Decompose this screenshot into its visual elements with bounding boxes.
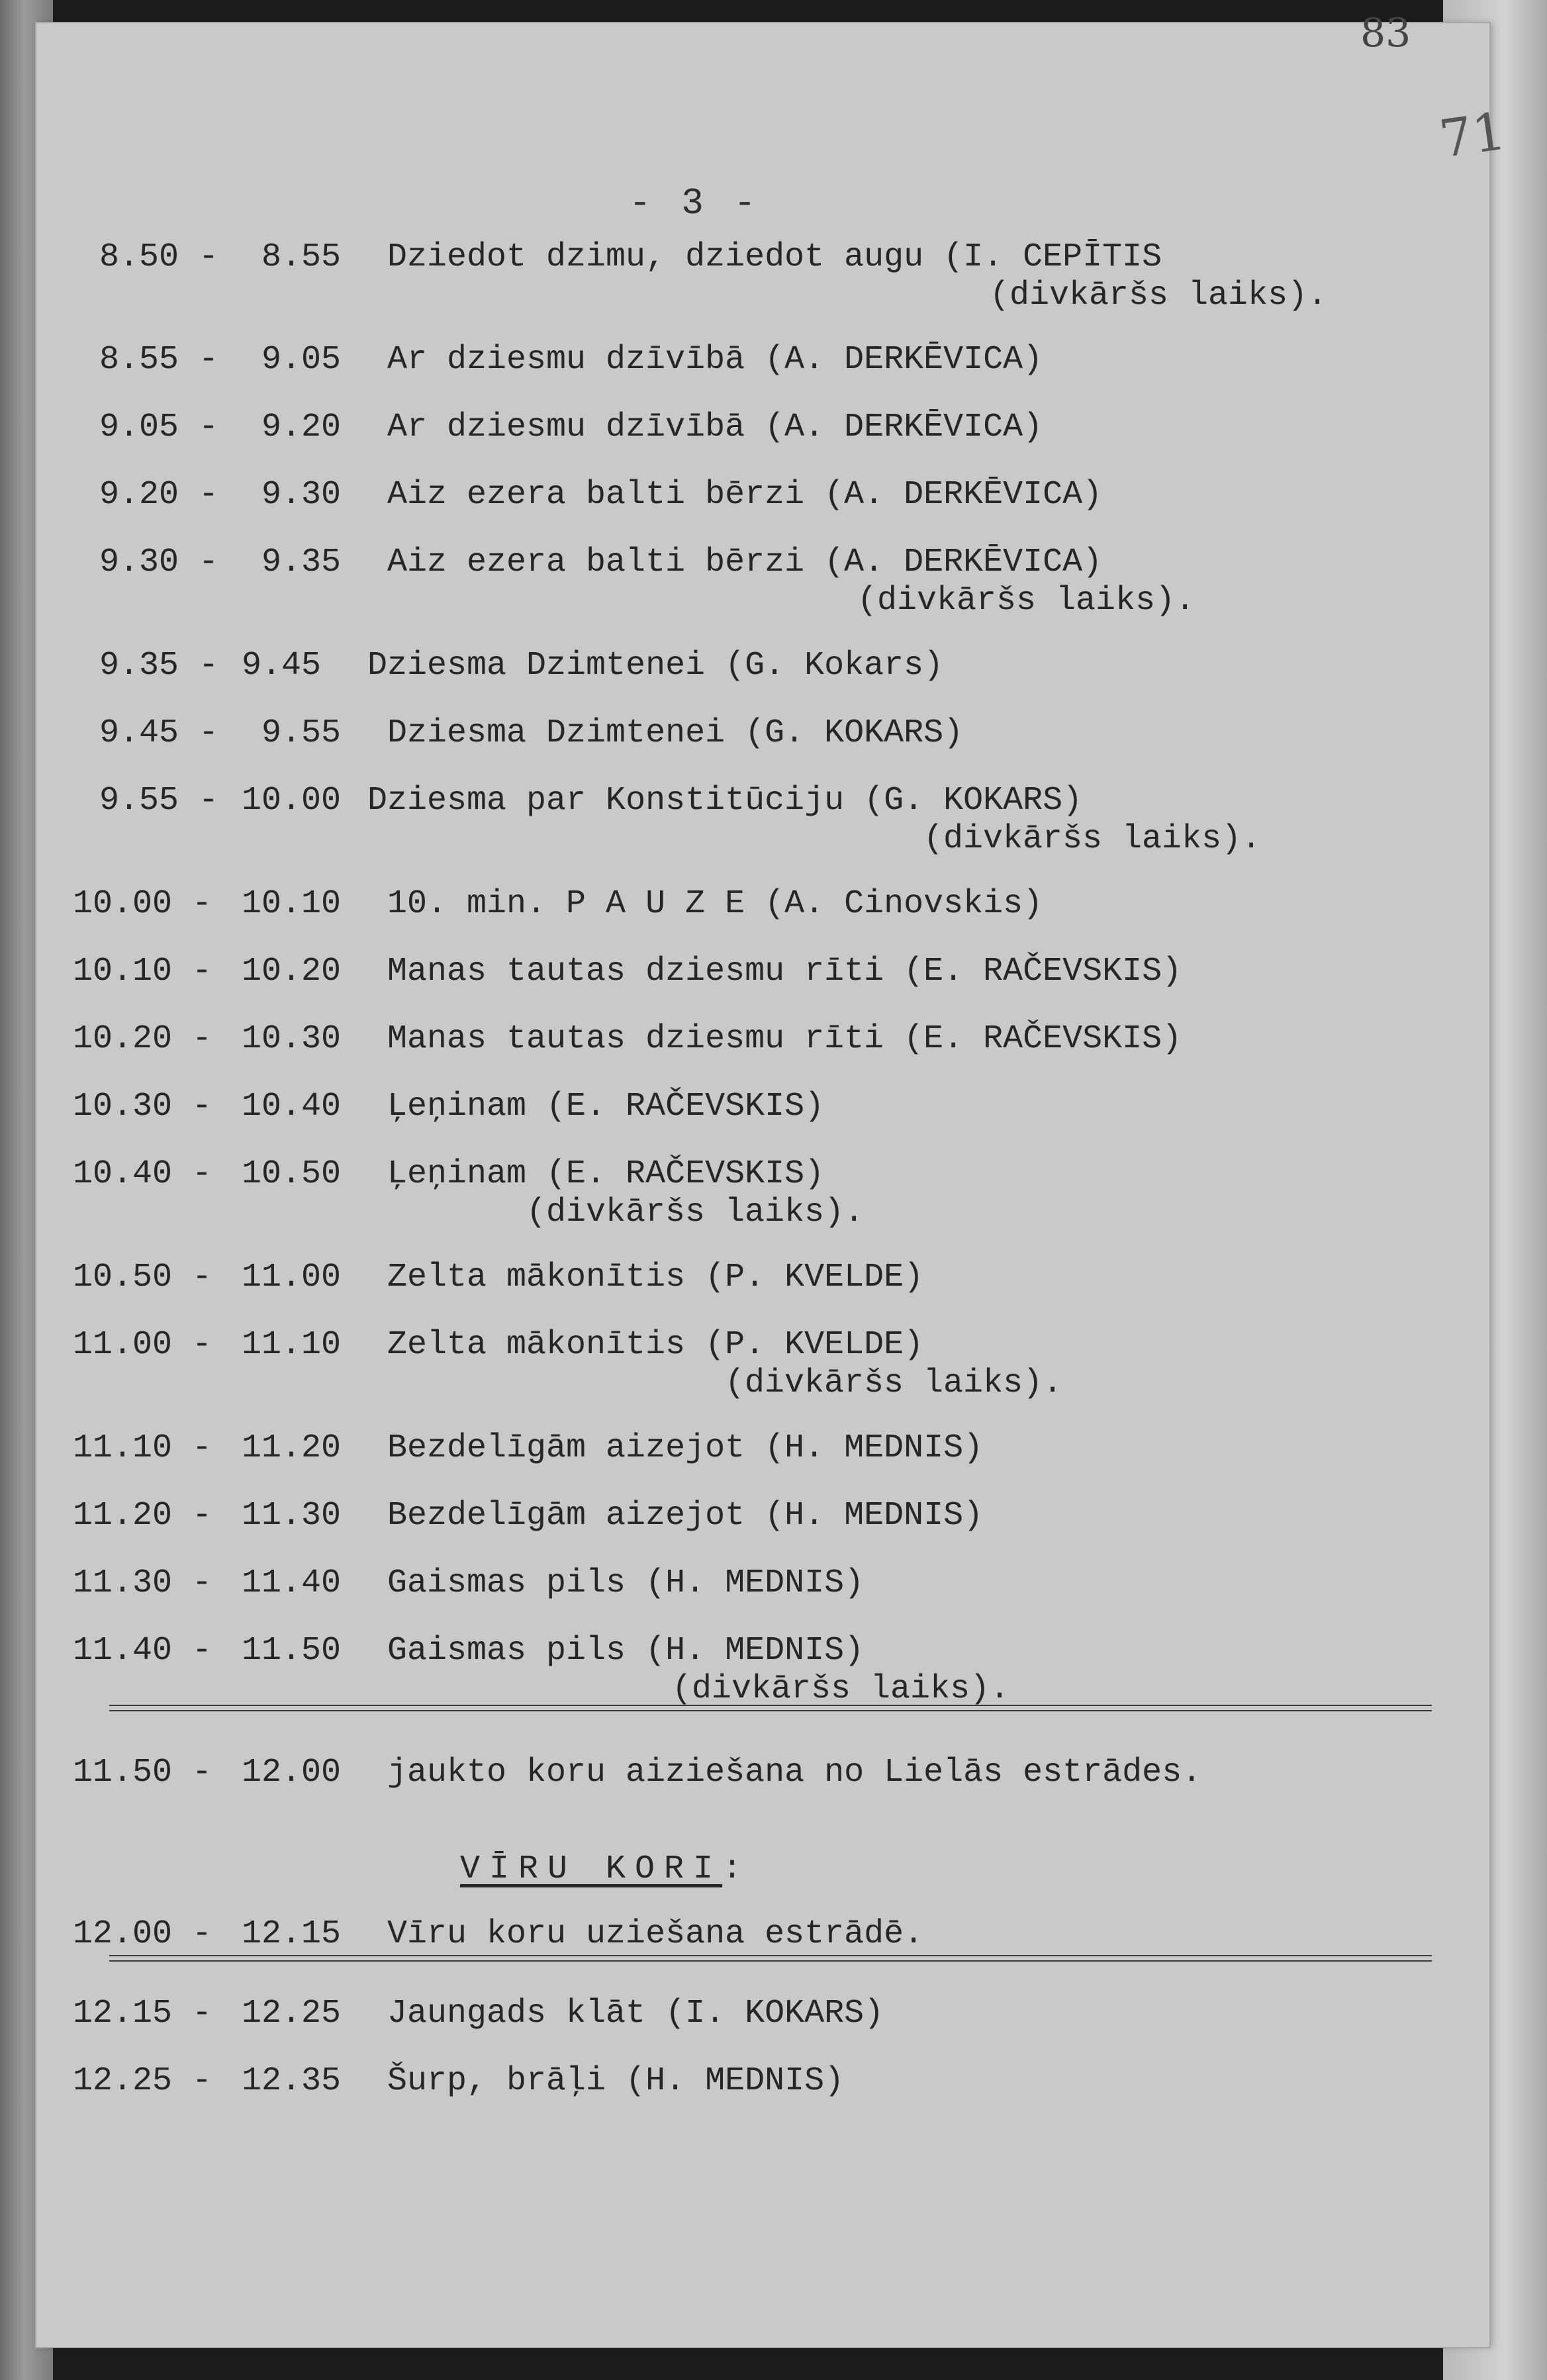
time-end: 11.50 bbox=[242, 1632, 342, 1670]
song-title: Zelta mākonītis (P. KVELDE) bbox=[387, 1326, 924, 1364]
song-title: Jaungads klāt (I. KOKARS) bbox=[387, 1995, 884, 2032]
song-title: Gaismas pils (H. MEDNIS) bbox=[387, 1632, 865, 1670]
song-title: Manas tautas dziesmu rīti (E. RAČEVSKIS) bbox=[387, 1020, 1182, 1058]
time-end: 11.10 bbox=[242, 1326, 342, 1364]
song-title: Aiz ezera balti bērzi (A. DERKĒVICA) bbox=[387, 544, 1103, 581]
time-start: 9.20 - bbox=[99, 476, 219, 514]
time-start: 11.20 - bbox=[73, 1497, 212, 1535]
time-end: 11.00 bbox=[242, 1259, 342, 1296]
song-note: (divkāršs laiks). bbox=[725, 1364, 1063, 1402]
song-note: (divkāršs laiks). bbox=[672, 1670, 1010, 1708]
double-rule bbox=[109, 1705, 1432, 1711]
archive-mark: 83 bbox=[1360, 10, 1411, 56]
time-start: 9.35 - bbox=[99, 647, 219, 685]
song-title: Ļeņinam (E. RAČEVSKIS) bbox=[387, 1088, 825, 1125]
time-end: 9.30 bbox=[261, 476, 342, 514]
time-end: 10.00 bbox=[242, 782, 342, 820]
song-title: Ļeņinam (E. RAČEVSKIS) bbox=[387, 1155, 825, 1193]
song-note: (divkāršs laiks). bbox=[923, 820, 1262, 858]
song-title: Bezdelīgām aizejot (H. MEDNIS) bbox=[387, 1497, 984, 1535]
song-title: jaukto koru aiziešana no Lielās estrādes. bbox=[387, 1754, 1202, 1791]
time-start: 12.25 - bbox=[73, 2062, 212, 2100]
song-note: (divkāršs laiks). bbox=[990, 277, 1328, 314]
time-start: 12.15 - bbox=[73, 1995, 212, 2032]
song-title: Manas tautas dziesmu rīti (E. RAČEVSKIS) bbox=[387, 953, 1182, 990]
time-start: 9.45 - bbox=[99, 714, 219, 752]
time-end: 10.50 bbox=[242, 1155, 342, 1193]
time-end: 9.05 bbox=[261, 341, 342, 379]
time-end: 11.20 bbox=[242, 1429, 342, 1467]
time-end: 9.35 bbox=[261, 544, 342, 581]
time-start: 11.10 - bbox=[73, 1429, 212, 1467]
section-heading bbox=[460, 1850, 751, 1888]
song-title: Šurp, brāļi (H. MEDNIS) bbox=[387, 2062, 845, 2100]
time-start: 11.40 - bbox=[73, 1632, 212, 1670]
time-end: 10.20 bbox=[242, 953, 342, 990]
time-start: 11.00 - bbox=[73, 1326, 212, 1364]
song-note: (divkāršs laiks). bbox=[526, 1194, 865, 1231]
time-start: 11.30 - bbox=[73, 1564, 212, 1602]
time-start: 10.40 - bbox=[73, 1155, 212, 1193]
time-end: 8.55 bbox=[261, 238, 342, 276]
typed-page bbox=[36, 10, 1510, 2347]
time-end: 9.45 bbox=[242, 647, 322, 685]
time-start: 11.50 - bbox=[73, 1754, 212, 1791]
time-end: 9.55 bbox=[261, 714, 342, 752]
time-start: 8.55 - bbox=[99, 341, 219, 379]
time-start: 10.10 - bbox=[73, 953, 212, 990]
song-title: Ar dziesmu dzīvībā (A. DERKĒVICA) bbox=[387, 408, 1043, 446]
song-title: Dziedot dzimu, dziedot augu (I. CEPĪTIS bbox=[387, 238, 1162, 276]
time-end: 12.35 bbox=[242, 2062, 342, 2100]
song-title: Zelta mākonītis (P. KVELDE) bbox=[387, 1259, 924, 1296]
time-start: 9.30 - bbox=[99, 544, 219, 581]
time-start: 10.30 - bbox=[73, 1088, 212, 1125]
handwritten-folio-number: 71 bbox=[1436, 101, 1510, 170]
time-end: 12.15 bbox=[242, 1915, 342, 1953]
time-start: 9.55 - bbox=[99, 782, 219, 820]
time-end: 9.20 bbox=[261, 408, 342, 446]
section-heading-label: VĪRU KORI bbox=[460, 1850, 723, 1888]
song-title: Aiz ezera balti bērzi (A. DERKĒVICA) bbox=[387, 476, 1103, 514]
song-title: Dziesma par Konstitūciju (G. KOKARS) bbox=[367, 782, 1083, 820]
time-start: 8.50 - bbox=[99, 238, 219, 276]
song-title: Dziesma Dzimtenei (G. KOKARS) bbox=[387, 714, 964, 752]
time-end: 10.40 bbox=[242, 1088, 342, 1125]
time-start: 10.50 - bbox=[73, 1259, 212, 1296]
time-end: 10.30 bbox=[242, 1020, 342, 1058]
time-start: 9.05 - bbox=[99, 408, 219, 446]
time-start: 10.00 - bbox=[73, 885, 212, 923]
time-end: 10.10 bbox=[242, 885, 342, 923]
time-end: 11.30 bbox=[242, 1497, 342, 1535]
double-rule bbox=[109, 1955, 1432, 1962]
song-title: Bezdelīgām aizejot (H. MEDNIS) bbox=[387, 1429, 984, 1467]
time-end: 11.40 bbox=[242, 1564, 342, 1602]
song-note: (divkāršs laiks). bbox=[857, 582, 1195, 620]
time-start: 10.20 - bbox=[73, 1020, 212, 1058]
time-end: 12.25 bbox=[242, 1995, 342, 2032]
song-title: Vīru koru uziešana estrādē. bbox=[387, 1915, 924, 1953]
time-start: 12.00 - bbox=[73, 1915, 212, 1953]
song-title: 10. min. P A U Z E (A. Cinovskis) bbox=[387, 885, 1043, 923]
section-heading-colon: : bbox=[722, 1850, 752, 1888]
song-title: Ar dziesmu dzīvībā (A. DERKĒVICA) bbox=[387, 341, 1043, 379]
time-end: 12.00 bbox=[242, 1754, 342, 1791]
song-title: Gaismas pils (H. MEDNIS) bbox=[387, 1564, 865, 1602]
song-title: Dziesma Dzimtenei (G. Kokars) bbox=[367, 647, 944, 685]
page-number: - 3 - bbox=[629, 182, 761, 224]
